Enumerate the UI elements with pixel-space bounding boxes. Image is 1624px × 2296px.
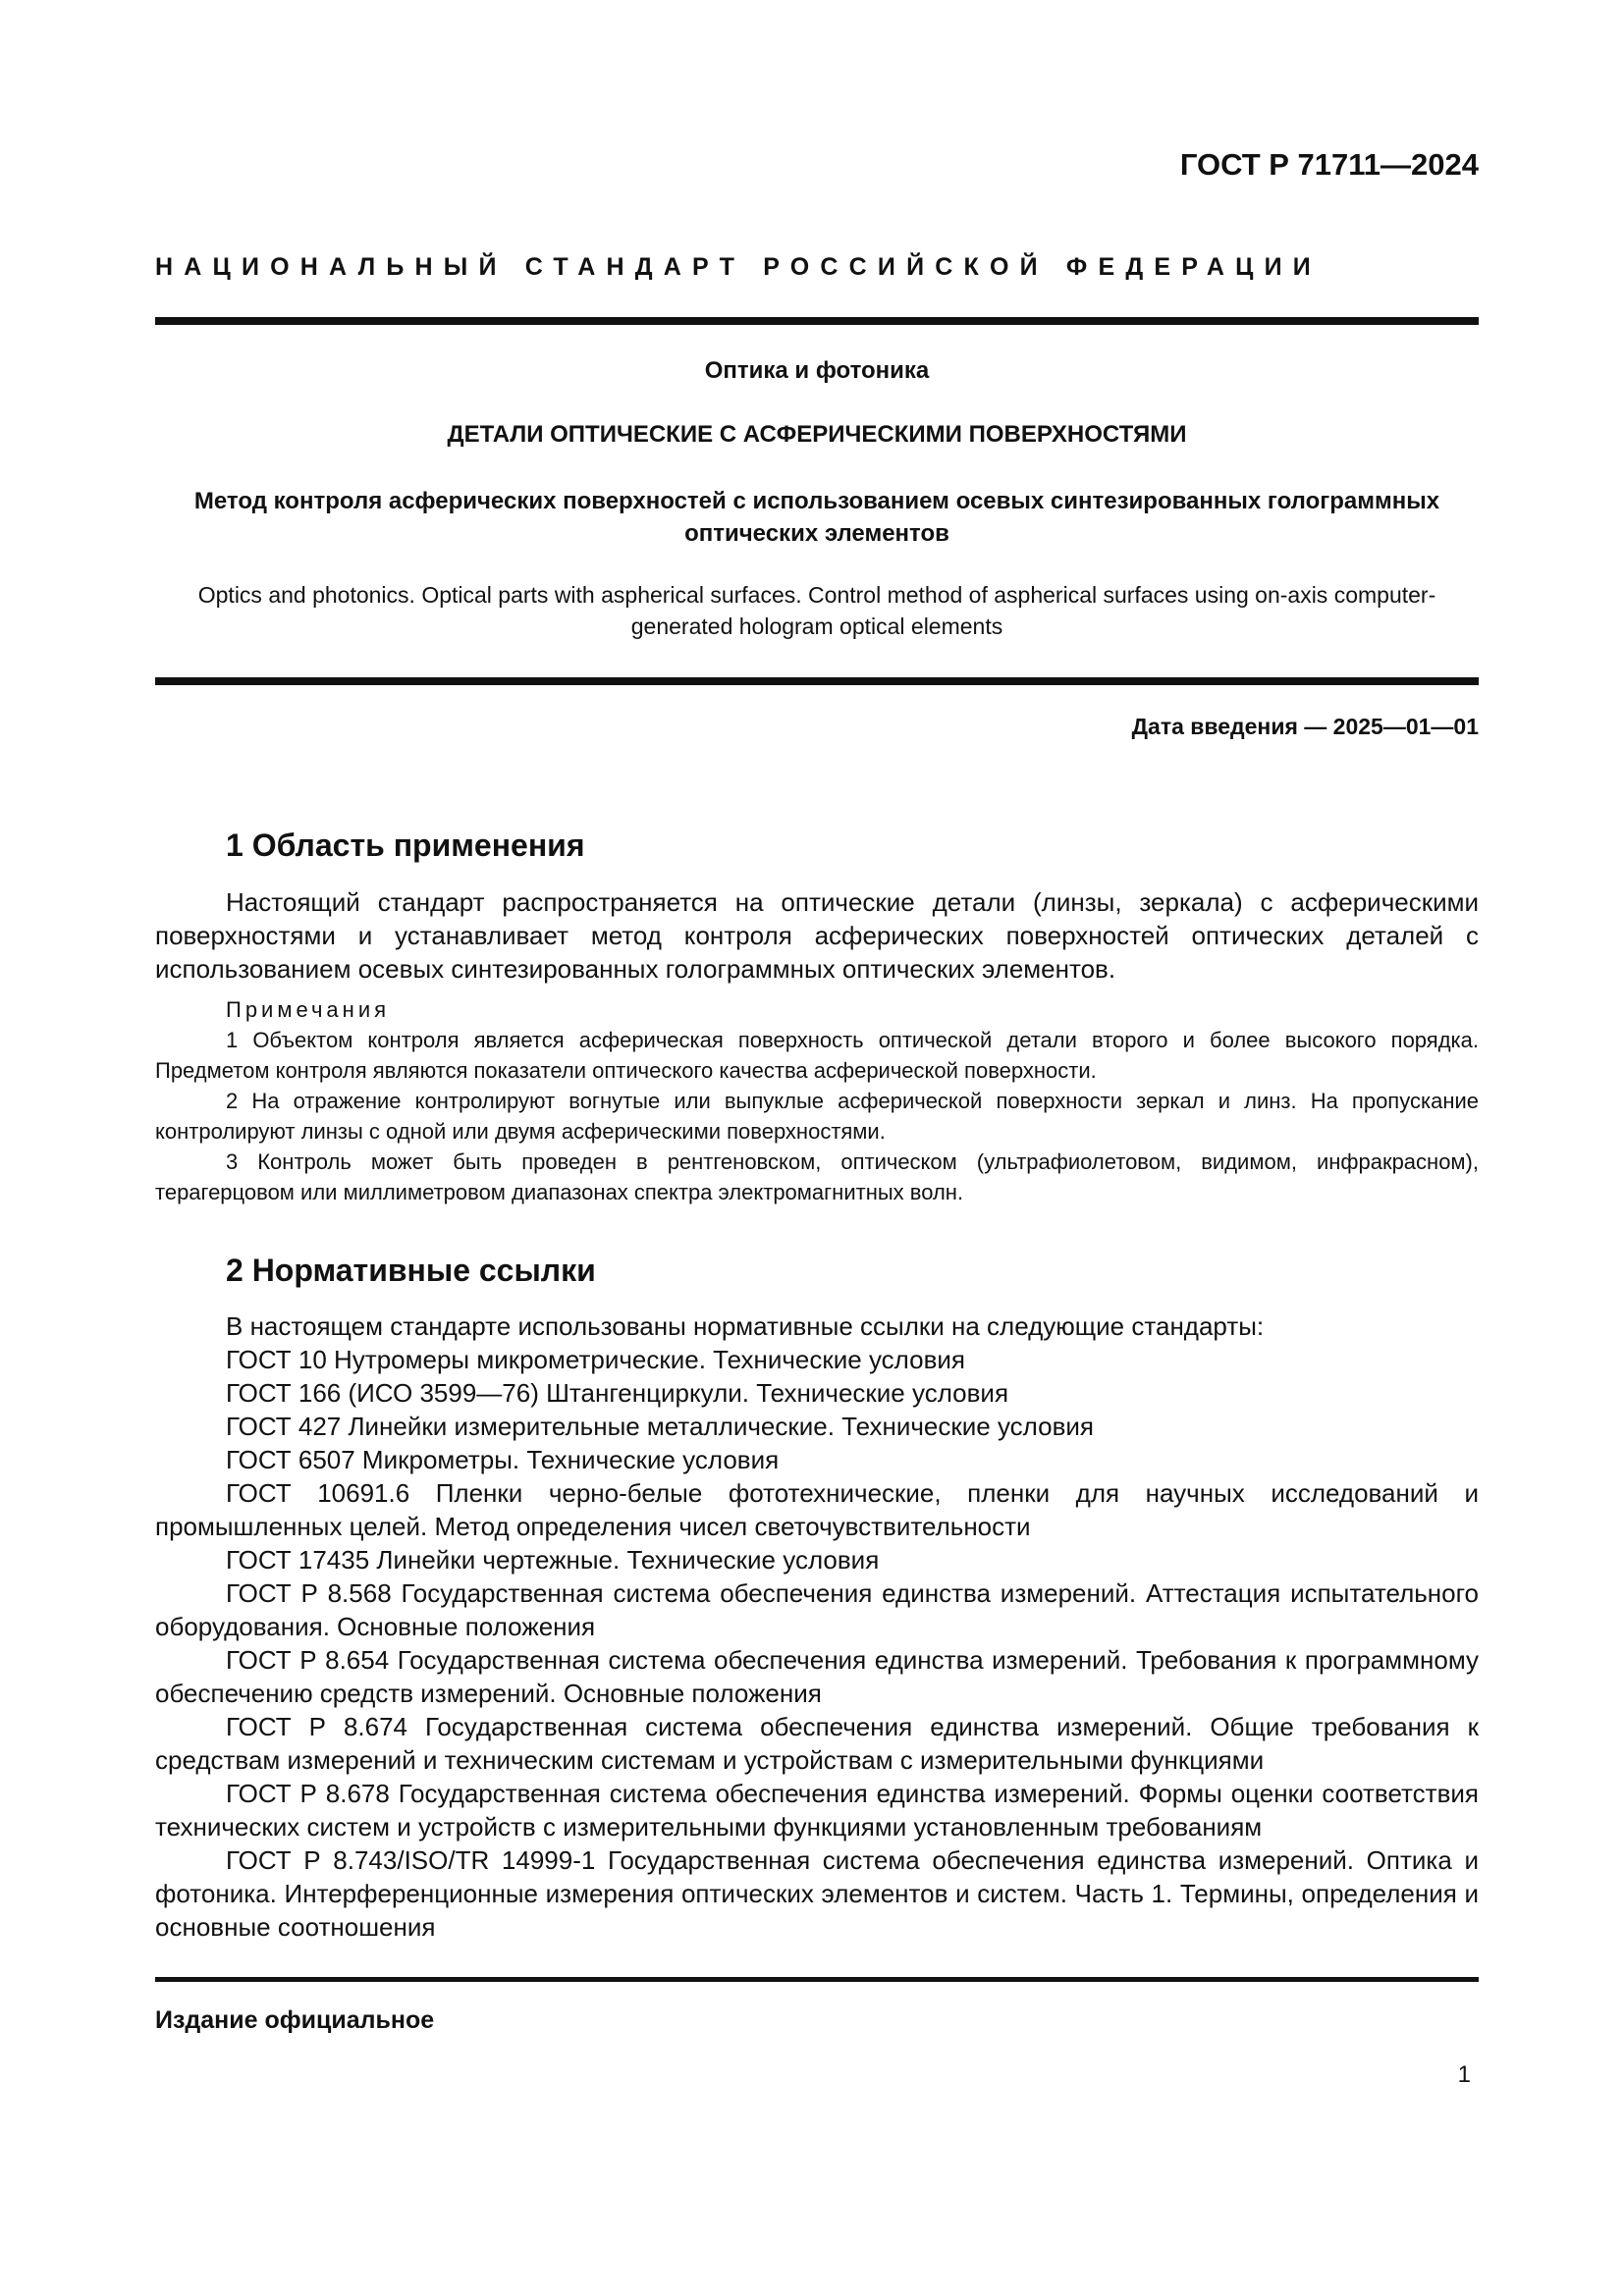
english-title: Optics and photonics. Optical parts with aspherical surfaces. Control method of aspherical surfaces using on-axis computer-generated hologram optical elements <box>197 582 1436 639</box>
reference-item: ГОСТ Р 8.568 Государственная система обеспечения единства измерений. Аттестация испытательного оборудования. Основные положения <box>155 1578 1479 1641</box>
reference-item: ГОСТ Р 8.743/ISO/TR 14999-1 Государственная система обеспечения единства измерений. Оптика и фотоника. Интерференционные измерения оптических элементов и систем. Часть 1. Термины, определения и основные соотношения <box>155 1845 1479 1942</box>
page-number: 1 <box>1457 2061 1471 2088</box>
standard-title: ДЕТАЛИ ОПТИЧЕСКИЕ С АСФЕРИЧЕСКИМИ ПОВЕРХНОСТЯМИ <box>447 421 1187 448</box>
reference-item: ГОСТ Р 8.674 Государственная система обеспечения единства измерений. Общие требования к средствам измерений и техническим системам и устройствам с измерительными функциями <box>155 1712 1479 1775</box>
standard-field: Оптика и фотоника <box>704 357 930 384</box>
top-divider <box>155 317 1479 325</box>
reference-item: ГОСТ 10691.6 Пленки черно-белые фототехнические, пленки для научных исследований и промышленных целей. Метод определения чисел светочувствительности <box>155 1478 1479 1541</box>
reference-item: ГОСТ Р 8.678 Государственная система обеспечения единства измерений. Формы оценки соответствия технических систем и устройств с измерительными функциями установленным требованиям <box>155 1779 1479 1842</box>
notes-title: Примечания <box>226 997 391 1022</box>
references-intro: В настоящем стандарте использованы нормативные ссылки на следующие стандарты: <box>226 1311 1265 1341</box>
note-item: 1 Объектом контроля является асферическая поверхность оптической детали второго и более высокого порядка. Предметом контроля являются показатели оптического качества асферической поверхности. <box>155 1028 1479 1083</box>
note-item: 3 Контроль может быть проведен в рентгеновском, оптическом (ультрафиолетовом, видимом, инфракрасном), терагерцовом или миллиметровом диапазонах спектра электромагнитных волн. <box>155 1149 1479 1204</box>
section-1-heading: 1 Область применения <box>226 828 585 863</box>
section-2-heading: 2 Нормативные ссылки <box>226 1253 596 1288</box>
reference-item: ГОСТ 166 (ИСО 3599—76) Штангенциркули. Технические условия <box>226 1378 1009 1408</box>
title-divider <box>155 677 1479 685</box>
references-list <box>155 1309 1479 1944</box>
national-standard-banner: НАЦИОНАЛЬНЫЙ СТАНДАРТ РОССИЙСКОЙ ФЕДЕРАЦИИ <box>155 253 1322 281</box>
note-item: 2 На отражение контролируют вогнутые или выпуклые асферической поверхности зеркал и линз. На пропускание контролируют линзы с одной или двумя асферическими поверхностями. <box>155 1089 1479 1144</box>
reference-item: ГОСТ 17435 Линейки чертежные. Технические условия <box>226 1545 880 1575</box>
reference-item: ГОСТ 6507 Микрометры. Технические условия <box>226 1445 780 1474</box>
reference-item: ГОСТ Р 8.654 Государственная система обеспечения единства измерений. Требования к программному обеспечению средств измерений. Основные положения <box>155 1645 1479 1708</box>
reference-item: ГОСТ 10 Нутромеры микрометрические. Технические условия <box>226 1345 966 1374</box>
introduction-date: Дата введения — 2025—01—01 <box>1131 714 1479 739</box>
standard-subtitle: Метод контроля асферических поверхностей с использованием осевых синтезированных голограммных оптических элементов <box>193 488 1440 547</box>
scope-paragraph: Настоящий стандарт распространяется на оптические детали (линзы, зеркала) с асферическими поверхностями и устанавливает метод контроля асферических поверхностей оптических деталей с использованием осевых синтезированных голограммных оптических элементов. <box>155 887 1479 984</box>
official-edition-label: Издание официальное <box>155 2006 435 2034</box>
document-number: ГОСТ Р 71711—2024 <box>1179 147 1479 182</box>
footer-divider <box>155 1977 1479 1982</box>
notes-block <box>155 997 1479 1207</box>
reference-item: ГОСТ 427 Линейки измерительные металлические. Технические условия <box>226 1412 1094 1441</box>
